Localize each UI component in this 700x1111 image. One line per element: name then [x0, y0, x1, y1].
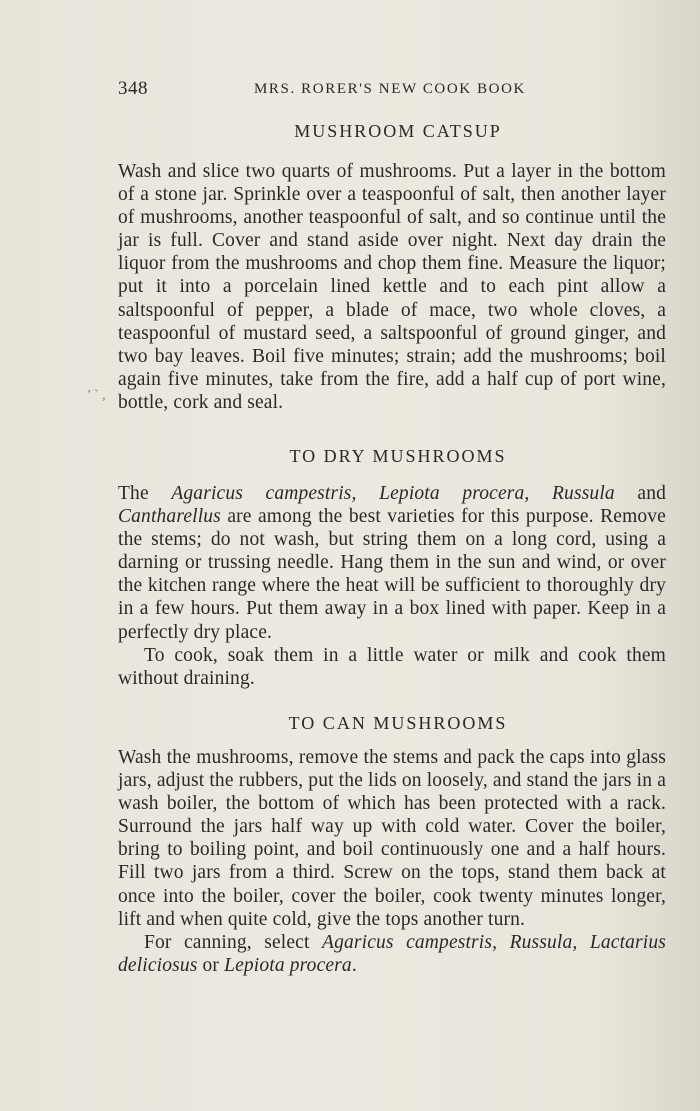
paragraph: Wash and slice two quarts of mushrooms. Put a layer in the bottom of a stone jar. Sprinkle over a teaspoonful of salt, then another layer of mushrooms, another teaspoonful of salt, and so continue until the jar is full. Cover and stand aside over night. Next day drain the liquor from the mushrooms and chop them fine. Measure the liquor; put it into a porcelain lined kettle and to each pint allow a saltspoonful of pepper, a blade of mace, two whole cloves, a teaspoonful of mustard seed, a saltspoonful of ground ginger, and two bay leaves. Boil five minutes; strain; add the mushrooms; boil again five minutes, take from the fire, add a half cup of port wine, bottle, cork and seal. — [118, 161, 666, 413]
margin-mark: ' ` , — [88, 388, 106, 403]
section-to-can-mushrooms — [118, 746, 666, 977]
paragraph: To cook, soak them in a little water or milk and cook them without draining. — [118, 644, 666, 689]
heading-to-dry-mushrooms: TO DRY MUSHROOMS — [289, 446, 507, 466]
heading-to-can-mushrooms: TO CAN MUSHROOMS — [288, 713, 508, 733]
heading-mushroom-catsup: MUSHROOM CATSUP — [294, 121, 502, 141]
paragraph: Wash the mushrooms, remove the stems and pack the caps into glass jars, adjust the rubbers, put the lids on loosely, and stand the jars in a wash boiler, the bottom of which has been protected with a rack. Surround the jars half way up with cold water. Cover the boiler, bring to boiling point, and boil continuously one and a half hours. Fill two jars from a third. Screw on the tops, stand them back at once into the boiler, cover the boiler, cook twenty minutes longer, lift and when quite cold, give the tops another turn. — [118, 747, 666, 930]
paragraph: For canning, select Agaricus campestris, Russula, Lactarius deliciosus or Lepiota procera. — [118, 931, 666, 976]
running-head: MRS. RORER'S NEW COOK BOOK — [254, 81, 526, 97]
section-to-dry-mushrooms — [118, 482, 666, 690]
paragraph: The Agaricus campestris, Lepiota procera, Russula and Cantharellus are among the best varieties for this purpose. Remove the stems; do not wash, but string them on a long cord, using a darning or trussing needle. Hang them in the sun and wind, or over the kitchen range where the heat will be sufficient to thoroughly dry in a few hours. Put them away in a box lined with paper. Keep in a perfectly dry place. — [118, 483, 666, 643]
section-mushroom-catsup — [118, 160, 666, 414]
page-header — [118, 78, 678, 102]
page-number: 348 — [118, 78, 148, 99]
